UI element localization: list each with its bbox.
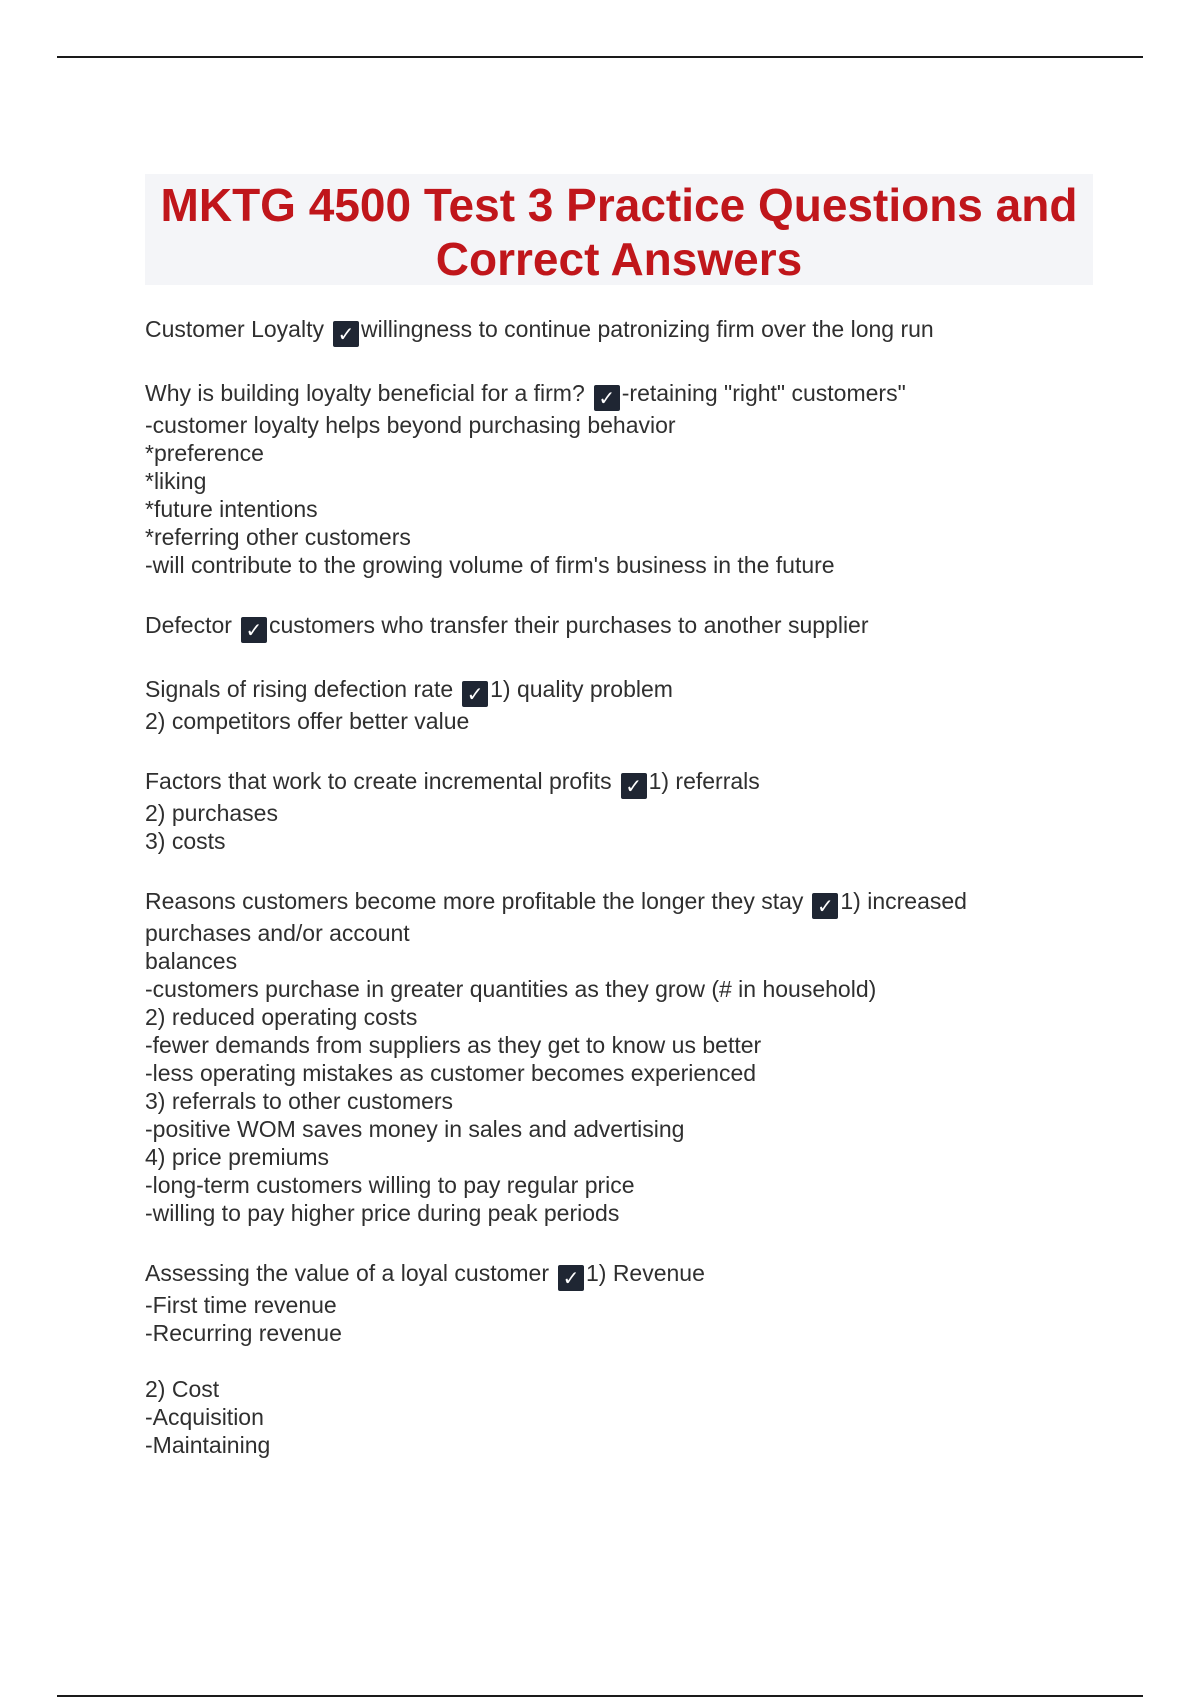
top-divider xyxy=(57,56,1143,58)
answer-line: *liking xyxy=(145,468,207,494)
document-title: MKTG 4500 Test 3 Practice Questions and Correct Answers xyxy=(160,179,1078,285)
answer-line xyxy=(145,1347,1105,1375)
answer-line: balances xyxy=(145,948,238,974)
answer-line: -customer loyalty helps beyond purchasing behavior xyxy=(145,412,676,438)
answer-line: purchases and/or account xyxy=(145,920,410,946)
check-icon: ✓ xyxy=(621,773,647,799)
answer-line: 2) reduced operating costs xyxy=(145,1004,418,1030)
answer-line: customers who transfer their purchases to another supplier xyxy=(268,612,869,638)
title-banner xyxy=(145,174,1093,285)
answer-line: 1) Revenue xyxy=(585,1260,705,1286)
answer-line: 2) Cost xyxy=(145,1376,220,1402)
bottom-divider xyxy=(57,1695,1143,1697)
answer-line: 3) referrals to other customers xyxy=(145,1088,454,1114)
answer-line: *future intentions xyxy=(145,496,318,522)
answer-line: -will contribute to the growing volume of firm's business in the future xyxy=(145,552,835,578)
qa-item xyxy=(145,611,1105,643)
answer-line: 2) purchases xyxy=(145,800,278,826)
qa-item xyxy=(145,315,1105,347)
qa-list xyxy=(145,315,1105,1491)
answer-line: 1) referrals xyxy=(648,768,760,794)
answer-line: -long-term customers willing to pay regular price xyxy=(145,1172,635,1198)
check-icon: ✓ xyxy=(333,321,359,347)
check-icon: ✓ xyxy=(241,617,267,643)
question-term: Signals of rising defection rate xyxy=(145,676,454,702)
answer-line: -Maintaining xyxy=(145,1432,271,1458)
answer-line: -positive WOM saves money in sales and advertising xyxy=(145,1116,685,1142)
qa-item xyxy=(145,675,1105,735)
answer-line: -willing to pay higher price during peak periods xyxy=(145,1200,620,1226)
answer-line: willingness to continue patronizing firm over the long run xyxy=(360,316,934,342)
answer-line: 1) quality problem xyxy=(490,676,673,702)
qa-item xyxy=(145,887,1105,1227)
answer-line: *preference xyxy=(145,440,264,466)
qa-item xyxy=(145,379,1105,579)
question-term: Reasons customers become more profitable the longer they stay xyxy=(145,888,804,914)
answer-line: -retaining "right" customers" xyxy=(621,380,906,406)
answer-line: 4) price premiums xyxy=(145,1144,330,1170)
answer-line: *referring other customers xyxy=(145,524,411,550)
answer-line: 1) increased xyxy=(840,888,967,914)
answer-line: 2) competitors offer better value xyxy=(145,708,470,734)
answer-line: -fewer demands from suppliers as they get to know us better xyxy=(145,1032,762,1058)
question-term: Assessing the value of a loyal customer xyxy=(145,1260,549,1286)
qa-item xyxy=(145,767,1105,855)
question-term: Customer Loyalty xyxy=(145,316,324,342)
check-icon: ✓ xyxy=(462,681,488,707)
answer-line: 3) costs xyxy=(145,828,226,854)
answer-line: -less operating mistakes as customer becomes experienced xyxy=(145,1060,757,1086)
qa-item xyxy=(145,1259,1105,1459)
answer-line: -Acquisition xyxy=(145,1404,264,1430)
question-term: Defector xyxy=(145,612,232,638)
answer-line: -customers purchase in greater quantities as they grow (# in household) xyxy=(145,976,877,1002)
question-term: Factors that work to create incremental profits xyxy=(145,768,612,794)
check-icon: ✓ xyxy=(812,893,838,919)
answer-line: -Recurring revenue xyxy=(145,1320,342,1346)
answer-line: -First time revenue xyxy=(145,1292,337,1318)
question-term: Why is building loyalty beneficial for a firm? xyxy=(145,380,585,406)
check-icon: ✓ xyxy=(558,1265,584,1291)
check-icon: ✓ xyxy=(594,385,620,411)
